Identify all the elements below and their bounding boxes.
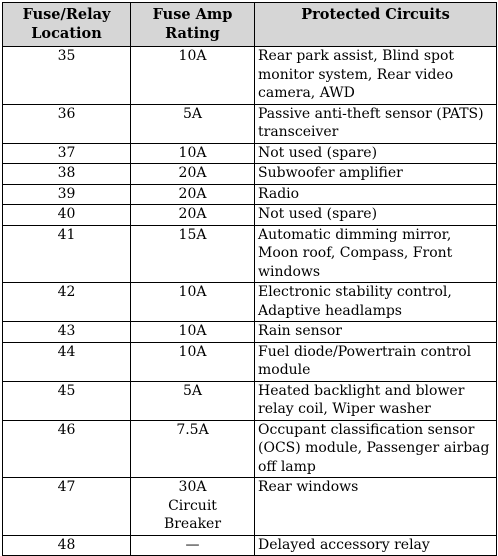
cell-location: 39 [3,184,131,205]
cell-circuits: Automatic dimming mirror, Moon roof, Compass, Front windows [255,225,497,283]
table-body [3,47,497,556]
header-rating: Fuse Amp Rating [131,3,255,47]
table-row [3,104,497,143]
cell-circuits: Subwoofer amplifier [255,164,497,185]
cell-circuits: Rain sensor [255,322,497,343]
cell-location: 41 [3,225,131,283]
cell-rating: 10A [131,143,255,164]
table-row [3,342,497,381]
header-location: Fuse/Relay Location [3,3,131,47]
cell-location: 37 [3,143,131,164]
cell-circuits: Not used (spare) [255,205,497,226]
cell-location: 40 [3,205,131,226]
table-row [3,381,497,420]
header-row [3,3,497,47]
cell-location: 47 [3,478,131,536]
cell-rating: 5A [131,381,255,420]
cell-circuits: Radio [255,184,497,205]
cell-location: 44 [3,342,131,381]
fuse-table-container [2,2,496,556]
cell-rating: 7.5A [131,420,255,478]
cell-rating: — [131,535,255,556]
table-row [3,225,497,283]
cell-rating: 10A [131,283,255,322]
cell-location: 42 [3,283,131,322]
cell-rating: 20A [131,184,255,205]
cell-rating: 10A [131,47,255,105]
table-row [3,420,497,478]
cell-rating: 20A [131,205,255,226]
cell-circuits: Occupant classification sensor (OCS) module, Passenger airbag off lamp [255,420,497,478]
cell-circuits: Rear park assist, Blind spot monitor system, Rear video camera, AWD [255,47,497,105]
table-row [3,535,497,556]
fuse-relay-table [2,2,497,556]
cell-location: 45 [3,381,131,420]
cell-location: 43 [3,322,131,343]
cell-rating: 5A [131,104,255,143]
cell-rating: 20A [131,164,255,185]
table-row [3,143,497,164]
cell-rating: 30A Circuit Breaker [131,478,255,536]
cell-circuits: Delayed accessory relay [255,535,497,556]
table-header [3,3,497,47]
cell-rating: 15A [131,225,255,283]
table-row [3,184,497,205]
cell-circuits: Fuel diode/Powertrain control module [255,342,497,381]
cell-location: 48 [3,535,131,556]
cell-circuits: Electronic stability control, Adaptive headlamps [255,283,497,322]
cell-circuits: Heated backlight and blower relay coil, Wiper washer [255,381,497,420]
cell-location: 35 [3,47,131,105]
table-row [3,205,497,226]
table-row [3,283,497,322]
cell-location: 36 [3,104,131,143]
table-row [3,322,497,343]
header-circuits: Protected Circuits [255,3,497,47]
cell-circuits: Rear windows [255,478,497,536]
cell-location: 38 [3,164,131,185]
cell-location: 46 [3,420,131,478]
cell-rating: 10A [131,322,255,343]
table-row [3,47,497,105]
cell-circuits: Not used (spare) [255,143,497,164]
table-row [3,478,497,536]
cell-rating: 10A [131,342,255,381]
cell-circuits: Passive anti-theft sensor (PATS) transceiver [255,104,497,143]
table-row [3,164,497,185]
